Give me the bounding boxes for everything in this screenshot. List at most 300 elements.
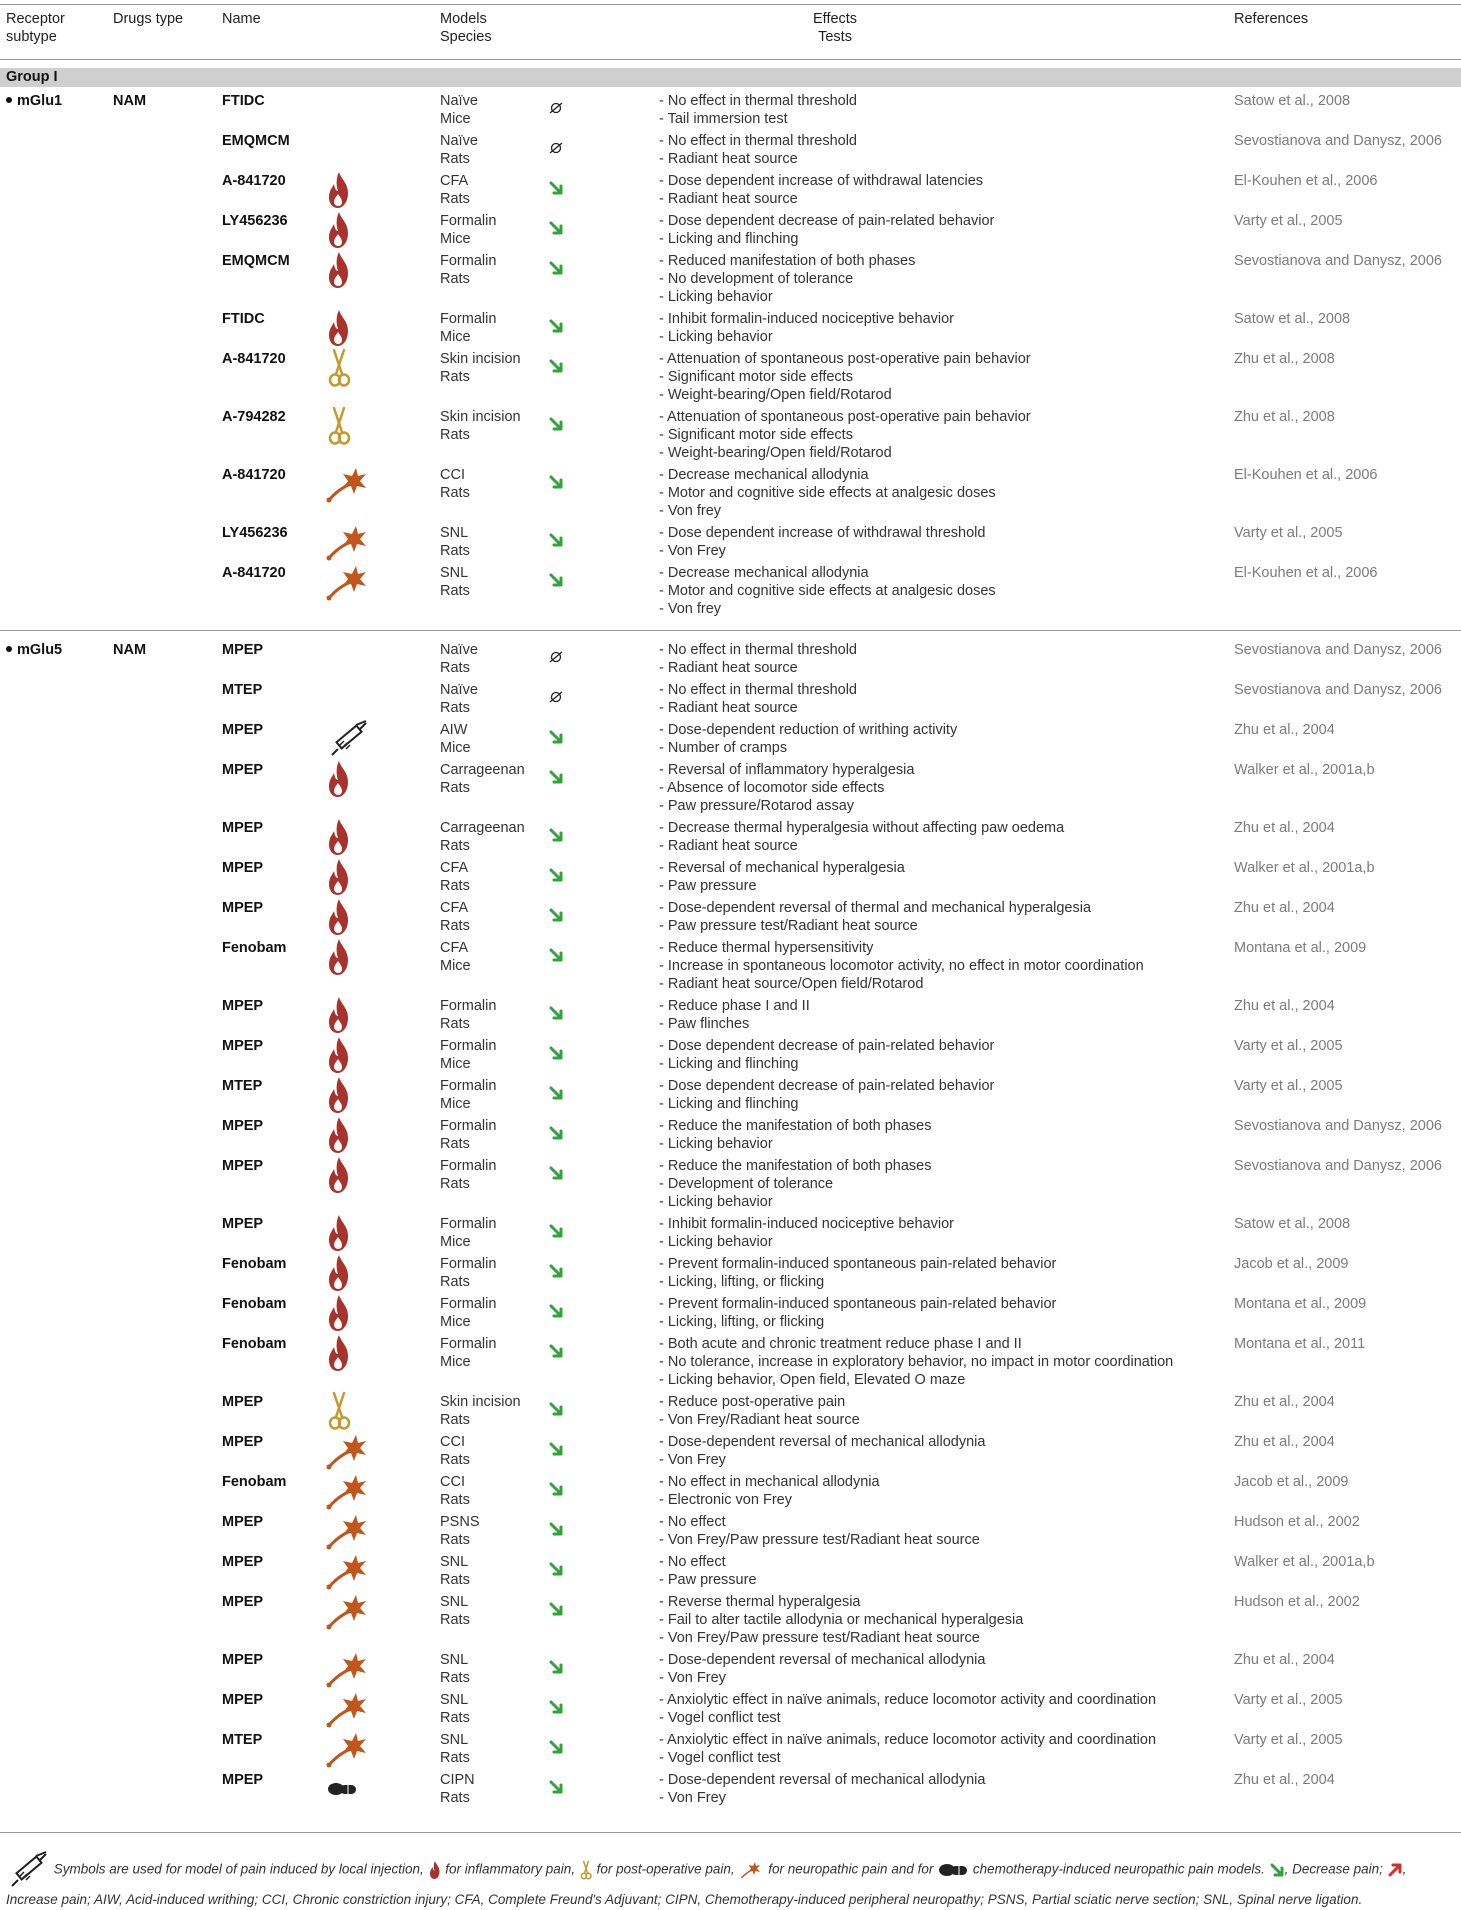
reference: Sevostianova and Danysz, 2006 [1234,682,1442,698]
drug-name: FTIDC [222,311,265,327]
effect-line: - No effect [659,1554,726,1570]
effect-line: - Licking and flinching [659,1096,799,1112]
flame-icon [326,1075,366,1119]
model-species [440,1513,480,1549]
species-label: Rats [440,1710,470,1726]
drug-name: MPEP [222,820,264,836]
reference: Varty et al., 2005 [1234,213,1343,229]
decrease-pain-icon [548,1779,564,1795]
effects-tests [659,350,1031,404]
effect-line: - Decrease mechanical allodynia [659,467,869,483]
footnote-text-5: chemotherapy-induced neuropathic pain models. [972,1861,1265,1877]
decrease-pain-icon [548,474,564,490]
model-label: Formalin [440,311,497,327]
effect-line: - Radiant heat source/Open field/Rotarod [659,976,924,992]
effects-tests [659,761,914,815]
reference: El-Kouhen et al., 2006 [1234,173,1378,189]
effect-line: - Radiant heat source [659,838,798,854]
model-label: Naïve [440,93,478,109]
effect-line: - No effect in thermal threshold [659,682,857,698]
species-label: Rats [440,191,470,207]
model-label: CFA [440,940,469,956]
decrease-pain-icon [548,416,564,432]
species-label: Rats [440,1452,470,1468]
drug-name: MPEP [222,1772,264,1788]
drug-name: MPEP [222,762,264,778]
species-label: Rats [440,1790,470,1806]
model-species [440,939,471,975]
effect-line: - Dose-dependent reversal of mechanical allodynia [659,1434,986,1450]
effects-tests [659,212,994,248]
effect-line: - Licking, lifting, or flicking [659,1274,825,1290]
drug-name: MTEP [222,1078,263,1094]
reference: Satow et al., 2008 [1234,93,1351,109]
effect-line: - No effect in thermal threshold [659,93,857,109]
neuron-icon [326,464,366,508]
neuron-icon [326,1649,366,1693]
reference: Jacob et al., 2009 [1234,1256,1349,1272]
decrease-pain-icon [548,318,564,334]
effects-tests [659,859,905,895]
effect-line: - Dose dependent increase of withdrawal threshold [659,525,986,541]
effects-tests [659,1335,1173,1389]
effect-line: - Reduce phase I and II [659,998,810,1014]
effect-line: - Anxiolytic effect in naïve animals, reduce locomotor activity and coordination [659,1692,1157,1708]
effect-line: - Licking behavior [659,289,773,305]
model-species [440,1553,470,1589]
footnote-text-7: , [1402,1861,1407,1877]
flame-icon [326,250,366,294]
drug-name: Fenobam [222,1256,287,1272]
drug-name: MPEP [222,642,264,658]
syringe-icon [326,719,366,763]
reference: Zhu et al., 2004 [1234,820,1335,836]
model-species [440,761,525,797]
model-label: SNL [440,525,469,541]
effects-tests [659,1593,1023,1647]
section-separator [0,630,1461,631]
effect-line: - Paw pressure [659,878,757,894]
model-label: CIPN [440,1772,475,1788]
effect-line: - No development of tolerance [659,271,854,287]
model-label: SNL [440,565,469,581]
species-label: Rats [440,1016,470,1032]
drug-name: MPEP [222,1118,264,1134]
neuron-icon [326,1551,366,1595]
species-label: Rats [440,1412,470,1428]
model-species [440,1255,496,1291]
reference: Zhu et al., 2004 [1234,1772,1335,1788]
effects-tests [659,1651,985,1687]
effects-tests [659,1037,994,1073]
neuron-icon [326,1591,366,1635]
no-effect-icon [548,649,564,665]
model-label: Carrageenan [440,762,525,778]
model-species [440,1335,496,1371]
reference: Zhu et al., 2004 [1234,1434,1335,1450]
drug-name: Fenobam [222,1296,287,1312]
flame-icon [326,759,366,803]
drug-name: EMQMCM [222,253,290,269]
drug-type: NAM [113,93,147,109]
header-name: Name [222,11,261,27]
receptor-subtype [6,92,62,110]
reference: Sevostianova and Danysz, 2006 [1234,642,1442,658]
effect-line: - Von Frey/Radiant heat source [659,1412,860,1428]
species-label: Rats [440,543,470,559]
effect-line: - No effect in thermal threshold [659,642,857,658]
reference: Zhu et al., 2004 [1234,998,1335,1014]
effect-line: - Both acute and chronic treatment reduce phase I and II [659,1336,1022,1352]
model-species [440,1215,496,1251]
model-label: Formalin [440,253,497,269]
effect-line: - Radiant heat source [659,191,798,207]
decrease-pain-icon [548,1263,564,1279]
model-species [440,721,471,757]
drug-name: MPEP [222,860,264,876]
model-species [440,466,470,502]
decrease-pain-icon [548,1085,564,1101]
effect-line: - Absence of locomotor side effects [659,780,885,796]
species-label: Rats [440,1750,470,1766]
effect-line: - Dose dependent increase of withdrawal latencies [659,173,984,189]
species-label: Mice [440,1314,471,1330]
flame-icon [326,897,366,941]
effect-line: - Prevent formalin-induced spontaneous pain-related behavior [659,1296,1057,1312]
effects-tests [659,997,810,1033]
effect-line: - Licking behavior [659,1194,773,1210]
effect-line: - Von Frey/Paw pressure test/Radiant heat source [659,1532,980,1548]
effect-line: - Inhibit formalin-induced nociceptive behavior [659,311,954,327]
drug-name: Fenobam [222,940,287,956]
model-species [440,899,470,935]
model-species [440,1117,496,1153]
model-species [440,524,470,560]
decrease-pain-icon [548,1303,564,1319]
decrease-pain-icon [548,1481,564,1497]
scissors-icon [326,406,366,450]
decrease-pain-icon [548,1441,564,1457]
bullet-icon [6,646,12,652]
model-label: CFA [440,173,469,189]
effects-tests [659,310,954,346]
drug-name: Fenobam [222,1474,287,1490]
effects-tests [659,1691,1156,1727]
model-species [440,350,521,386]
effect-line: - Radiant heat source [659,151,798,167]
species-label: Rats [440,1274,470,1290]
drug-name: MPEP [222,998,264,1014]
effects-tests [659,1433,985,1469]
model-label: Formalin [440,213,497,229]
drug-type: NAM [113,642,147,658]
effect-line: - Paw flinches [659,1016,750,1032]
drug-name: Fenobam [222,1336,287,1352]
model-species [440,1691,470,1727]
species-label: Rats [440,369,470,385]
bullet-icon [6,97,12,103]
effects-tests [659,1255,1056,1291]
decrease-pain-icon [548,1223,564,1239]
drug-name: MPEP [222,1394,264,1410]
footnote-syringe-icon [6,1862,50,1877]
footnote-arrow-up-icon [1387,1862,1403,1877]
decrease-pain-icon [548,260,564,276]
species-label: Rats [440,660,470,676]
decrease-pain-icon [548,907,564,923]
reference: Zhu et al., 2004 [1234,1652,1335,1668]
species-label: Rats [440,427,470,443]
species-label: Rats [440,1612,470,1628]
effect-line: - Significant motor side effects [659,427,853,443]
decrease-pain-icon [548,769,564,785]
flame-icon [326,1293,366,1337]
effects-tests [659,408,1031,462]
model-species [440,1731,470,1767]
drug-name: MPEP [222,1158,264,1174]
no-effect-icon [548,100,564,116]
model-label: Naïve [440,642,478,658]
model-species [440,1393,521,1429]
footnote-scissors-icon [579,1862,593,1877]
decrease-pain-icon [548,180,564,196]
effect-line: - Reduce the manifestation of both phases [659,1118,932,1134]
effects-tests [659,641,857,677]
header-effects: Effects Tests [813,11,858,45]
effect-line: - Increase in spontaneous locomotor activity, no effect in motor coordination [659,958,1144,974]
effects-tests [659,681,857,717]
drug-name: A-794282 [222,409,286,425]
receptor-subtype [6,641,62,659]
effect-line: - Von frey [659,601,722,617]
reference: Zhu et al., 2008 [1234,409,1335,425]
species-label: Mice [440,740,471,756]
species-label: Mice [440,1234,471,1250]
species-label: Rats [440,1492,470,1508]
group-label: Group I [6,69,58,85]
effects-tests [659,132,857,168]
effect-line: - Dose dependent decrease of pain-related behavior [659,213,995,229]
reference: Sevostianova and Danysz, 2006 [1234,1158,1442,1174]
effect-line: - Significant motor side effects [659,369,853,385]
neuron-icon [326,1471,366,1515]
reference: Varty et al., 2005 [1234,1692,1343,1708]
model-label: Skin incision [440,351,521,367]
effect-line: - Vogel conflict test [659,1710,781,1726]
species-label: Rats [440,918,470,934]
effect-line: - Von frey [659,503,722,519]
model-label: Formalin [440,1336,497,1352]
footnote-text-3: for post-operative pain, [596,1861,735,1877]
footnote-text-6: , Decrease pain; [1284,1861,1383,1877]
effect-line: - Dose dependent decrease of pain-related behavior [659,1038,995,1054]
effect-line: - Decrease mechanical allodynia [659,565,869,581]
reference: Montana et al., 2009 [1234,1296,1367,1312]
effect-line: - No effect in thermal threshold [659,133,857,149]
species-label: Rats [440,271,470,287]
model-species [440,1651,470,1687]
decrease-pain-icon [548,532,564,548]
effects-tests [659,1771,985,1807]
effect-line: - Attenuation of spontaneous post-operative pain behavior [659,409,1031,425]
species-label: Rats [440,1176,470,1192]
flame-icon [326,1213,366,1257]
model-label: PSNS [440,1514,480,1530]
effect-line: - Licking and flinching [659,231,799,247]
effect-line: - No effect in mechanical allodynia [659,1474,880,1490]
effects-tests [659,1117,931,1153]
effect-line: - Dose dependent decrease of pain-related behavior [659,1078,995,1094]
flame-icon [326,1115,366,1159]
decrease-pain-icon [548,1659,564,1675]
model-label: Formalin [440,1158,497,1174]
effect-line: - Weight-bearing/Open field/Rotarod [659,445,892,461]
bottom-rule [0,1832,1461,1833]
model-label: CFA [440,860,469,876]
model-label: Naïve [440,682,478,698]
model-species [440,310,496,346]
decrease-pain-icon [548,1739,564,1755]
reference: Varty et al., 2005 [1234,525,1343,541]
model-label: Formalin [440,1118,497,1134]
reference: Sevostianova and Danysz, 2006 [1234,253,1442,269]
pills-icon [326,1777,366,1821]
model-label: Formalin [440,1296,497,1312]
effects-tests [659,1553,757,1589]
flame-icon [326,817,366,861]
effect-line: - Von Frey [659,1670,726,1686]
flame-icon [326,937,366,981]
drug-name: A-841720 [222,565,286,581]
model-species [440,1473,470,1509]
reference: Varty et al., 2005 [1234,1078,1343,1094]
neuron-icon [326,1689,366,1733]
drug-name: A-841720 [222,351,286,367]
receptor-subtype-label: mGlu5 [17,642,63,658]
effects-tests [659,1077,994,1113]
species-label: Rats [440,583,470,599]
effect-line: - Paw pressure/Rotarod assay [659,798,855,814]
scissors-icon [326,1391,366,1435]
drug-name: MPEP [222,1594,264,1610]
model-label: AIW [440,722,468,738]
effect-line: - Inhibit formalin-induced nociceptive behavior [659,1216,954,1232]
decrease-pain-icon [548,1125,564,1141]
model-label: CCI [440,1474,465,1490]
decrease-pain-icon [548,1401,564,1417]
neuron-icon [326,522,366,566]
model-species [440,1157,496,1193]
footnote-flame-icon [428,1862,442,1877]
model-label: SNL [440,1692,469,1708]
model-label: Formalin [440,1078,497,1094]
species-label: Rats [440,1136,470,1152]
flame-icon [326,1333,366,1377]
effect-line: - Reversal of inflammatory hyperalgesia [659,762,915,778]
model-species [440,1593,470,1629]
model-species [440,641,478,677]
effects-tests [659,1295,1056,1331]
effect-line: - Motor and cognitive side effects at analgesic doses [659,583,996,599]
effect-line: - Vogel conflict test [659,1750,781,1766]
effects-tests [659,1215,954,1251]
effect-line: - Licking behavior [659,1234,773,1250]
effect-line: - Prevent formalin-induced spontaneous pain-related behavior [659,1256,1057,1272]
species-label: Rats [440,878,470,894]
effect-line: - Dose-dependent reversal of thermal and mechanical hyperalgesia [659,900,1092,916]
top-rule [0,4,1461,5]
drug-name: MTEP [222,1732,263,1748]
model-species [440,997,496,1033]
reference: Hudson et al., 2002 [1234,1514,1360,1530]
neuron-icon [326,1511,366,1555]
reference: El-Kouhen et al., 2006 [1234,467,1378,483]
species-label: Mice [440,111,471,127]
table-footnote [6,1850,1456,1910]
species-label: Rats [440,1670,470,1686]
model-label: Skin incision [440,1394,521,1410]
header-subtype: Receptor subtype [6,11,65,45]
effect-line: - Weight-bearing/Open field/Rotarod [659,387,892,403]
decrease-pain-icon [548,358,564,374]
drug-name: MPEP [222,1652,264,1668]
effect-line: - Reduce the manifestation of both phases [659,1158,932,1174]
decrease-pain-icon [548,1165,564,1181]
receptor-subtype-label: mGlu1 [17,93,63,109]
model-species [440,859,470,895]
footnote-text-1: Symbols are used for model of pain induced by local injection, [53,1861,424,1877]
drug-name: MPEP [222,1692,264,1708]
footnote-pills-icon [937,1862,969,1877]
decrease-pain-icon [548,1005,564,1021]
effect-line: - Radiant heat source [659,660,798,676]
model-species [440,564,470,600]
reference: Sevostianova and Danysz, 2006 [1234,133,1442,149]
effect-line: - No effect [659,1514,726,1530]
model-label: CFA [440,900,469,916]
flame-icon [326,1155,366,1199]
species-label: Mice [440,1096,471,1112]
effect-line: - Electronic von Frey [659,1492,792,1508]
drug-name: MPEP [222,1434,264,1450]
model-species [440,1771,475,1807]
drug-name: MPEP [222,1514,264,1530]
reference: Varty et al., 2005 [1234,1732,1343,1748]
footnote-text-4: for neuropathic pain and for [768,1861,934,1877]
species-label: Mice [440,958,471,974]
effect-line: - Paw pressure [659,1572,757,1588]
model-label: Formalin [440,1038,497,1054]
reference: Zhu et al., 2004 [1234,1394,1335,1410]
species-label: Rats [440,838,470,854]
effect-line: - Anxiolytic effect in naïve animals, reduce locomotor activity and coordination [659,1732,1157,1748]
effect-line: - Dose-dependent reversal of mechanical allodynia [659,1652,986,1668]
model-species [440,92,478,128]
no-effect-icon [548,689,564,705]
species-label: Mice [440,1354,471,1370]
effects-tests [659,524,985,560]
effects-tests [659,1731,1156,1767]
effect-line: - Development of tolerance [659,1176,834,1192]
header-references: References [1234,11,1309,27]
model-species [440,172,470,208]
reference: Zhu et al., 2008 [1234,351,1335,367]
species-label: Mice [440,231,471,247]
effect-line: - Radiant heat source [659,700,798,716]
group-band [0,68,1461,87]
effect-line: - Reduce thermal hypersensitivity [659,940,874,956]
effects-tests [659,939,1144,993]
